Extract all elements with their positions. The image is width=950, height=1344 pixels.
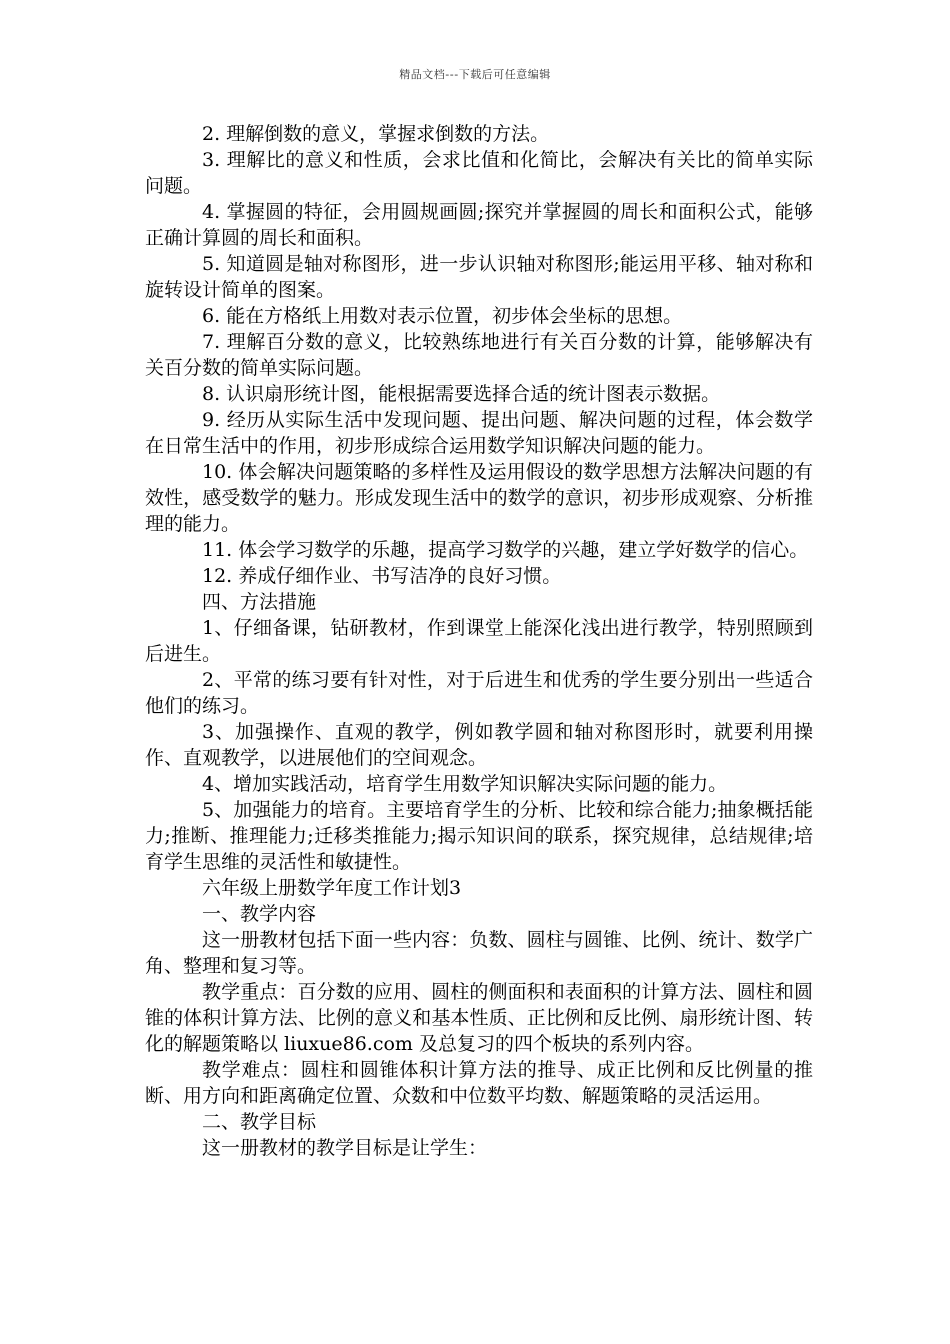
document-subtitle: 六年级上册数学年度工作计划3 (202, 877, 462, 899)
paragraph: 3、加强操作、直观的教学，例如教学圆和轴对称图形时，就要利用操作、直观教学，以进展他们的空间观念。 (145, 721, 813, 769)
paragraph: 5、加强能力的培育。主要培育学生的分析、比较和综合能力;抽象概括能力;推断、推理能力;迁移类推能力;揭示知识间的联系，探究规律，总结规律;培育学生思维的灵活性和敏捷性。 (145, 799, 813, 873)
paragraph: 11. 体会学习数学的乐趣，提高学习数学的兴趣，建立学好数学的信心。 (202, 539, 809, 561)
paragraph: 这一册教材包括下面一些内容：负数、圆柱与圆锥、比例、统计、数学广角、整理和复习等。 (145, 929, 813, 977)
paragraph: 3. 理解比的意义和性质，会求比值和化简比，会解决有关比的简单实际问题。 (145, 149, 813, 197)
paragraph: 12. 养成仔细作业、书写洁净的良好习惯。 (202, 565, 562, 587)
paragraph: 5. 知道圆是轴对称图形，进一步认识轴对称图形;能运用平移、轴对称和旋转设计简单的图案。 (145, 253, 813, 301)
paragraph: 2. 理解倒数的意义，掌握求倒数的方法。 (202, 123, 550, 145)
paragraph: 1、仔细备课，钻研教材，作到课堂上能深化浅出进行教学，特别照顾到后进生。 (145, 617, 813, 665)
paragraph: 9. 经历从实际生活中发现问题、提出问题、解决问题的过程，体会数学在日常生活中的作用，初步形成综合运用数学知识解决问题的能力。 (145, 409, 813, 457)
paragraph: 8. 认识扇形统计图，能根据需要选择合适的统计图表示数据。 (202, 383, 721, 405)
paragraph: 10. 体会解决问题策略的多样性及运用假设的数学思想方法解决问题的有效性，感受数学的魅力。形成发现生活中的数学的意识，初步形成观察、分析推理的能力。 (145, 461, 813, 535)
document-body (145, 121, 813, 1161)
paragraph: 教学难点：圆柱和圆锥体积计算方法的推导、成正比例和反比例量的推断、用方向和距离确定位置、众数和中位数平均数、解题策略的灵活运用。 (145, 1059, 813, 1107)
section-heading: 四、方法措施 (202, 591, 317, 613)
section-heading: 一、教学内容 (202, 903, 317, 925)
paragraph: 7. 理解百分数的意义，比较熟练地进行有关百分数的计算，能够解决有关百分数的简单实际问题。 (145, 331, 813, 379)
paragraph: 4. 掌握圆的特征，会用圆规画圆;探究并掌握圆的周长和面积公式，能够正确计算圆的周长和面积。 (145, 201, 813, 249)
section-heading: 二、教学目标 (202, 1111, 317, 1133)
paragraph: 2、平常的练习要有针对性，对于后进生和优秀的学生要分别出一些适合他们的练习。 (145, 669, 813, 717)
paragraph: 4、增加实践活动，培育学生用数学知识解决实际问题的能力。 (202, 773, 728, 795)
paragraph: 教学重点：百分数的应用、圆柱的侧面积和表面积的计算方法、圆柱和圆锥的体积计算方法、比例的意义和基本性质、正比例和反比例、扇形统计图、转化的解题策略以 liuxue86.com 及总复习的四个板块的系列内容。 (145, 981, 813, 1055)
header-note: 精品文档---下载后可任意编辑 (399, 68, 551, 81)
paragraph: 这一册教材的教学目标是让学生： (202, 1137, 488, 1159)
paragraph: 6. 能在方格纸上用数对表示位置，初步体会坐标的思想。 (202, 305, 683, 327)
